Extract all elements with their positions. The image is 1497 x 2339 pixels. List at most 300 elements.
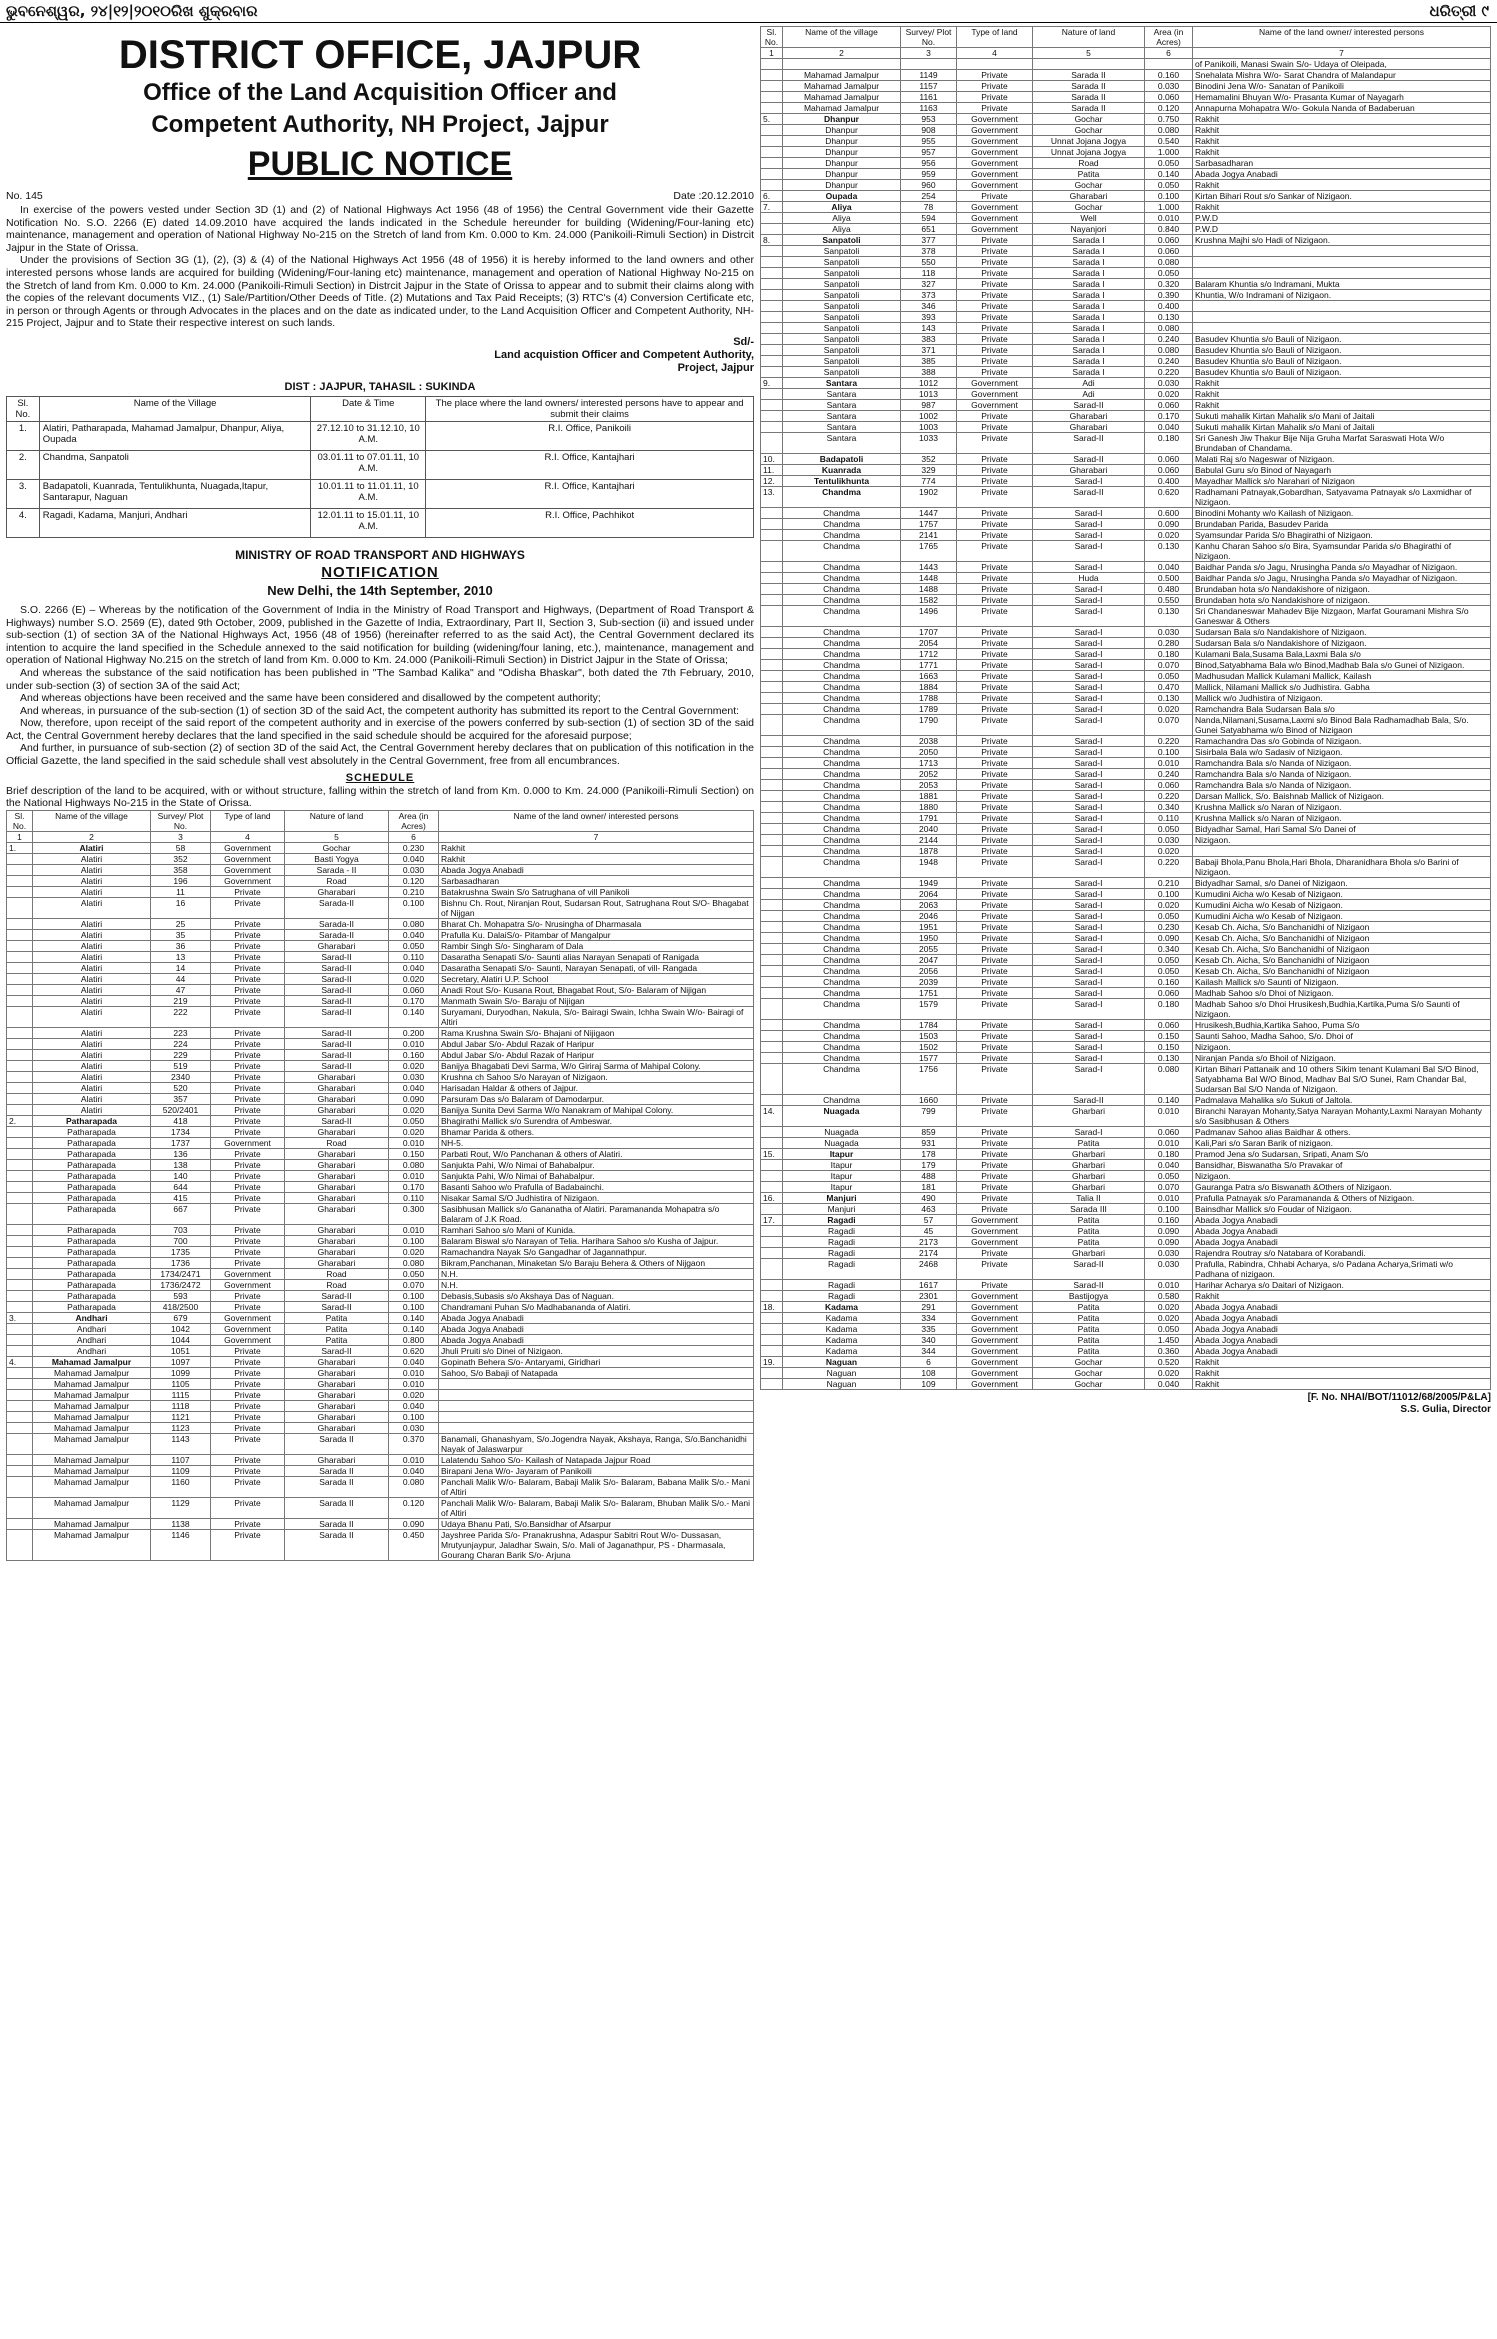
schedule-cell xyxy=(761,715,783,736)
schedule-cell xyxy=(1193,257,1491,268)
schedule-cell xyxy=(761,977,783,988)
schedule-row xyxy=(761,519,1491,530)
schedule-cell: Private xyxy=(211,1235,285,1246)
schedule-cell: 0.130 xyxy=(1145,312,1193,323)
schedule-row xyxy=(761,769,1491,780)
notice-signature xyxy=(6,336,754,375)
schedule-row xyxy=(761,715,1491,736)
schedule-cell xyxy=(7,1235,33,1246)
schedule-cell: Private xyxy=(211,1126,285,1137)
schedule-cell: Secretary, Alatiri U.P. School xyxy=(439,973,754,984)
schedule-cell: 0.040 xyxy=(389,853,439,864)
schedule-row xyxy=(761,802,1491,813)
schedule-row xyxy=(7,1312,754,1323)
schedule-cell: Aliya xyxy=(783,213,901,224)
notification-date: New Delhi, the 14th September, 2010 xyxy=(267,582,493,598)
schedule-cell: Private xyxy=(211,951,285,962)
schedule-cell: 0.120 xyxy=(1145,103,1193,114)
schedule-cell: Chandma xyxy=(783,704,901,715)
schedule-cell: Rakhit xyxy=(1193,1357,1491,1368)
schedule-cell: 1115 xyxy=(151,1389,211,1400)
schedule-cell: Patita xyxy=(1033,1346,1145,1357)
schedule-cell: Private xyxy=(957,519,1033,530)
schedule-row xyxy=(761,857,1491,878)
schedule-cell: Private xyxy=(957,813,1033,824)
schedule-cell: Balaram Khuntia s/o Indramani, Mukta xyxy=(1193,279,1491,290)
schedule-cell: Private xyxy=(957,671,1033,682)
schedule-cell: Chandma xyxy=(783,824,901,835)
schedule-cell: 0.580 xyxy=(1145,1291,1193,1302)
schedule-cell: Private xyxy=(957,235,1033,246)
schedule-cell: Government xyxy=(957,400,1033,411)
schedule-cell: Sanjukta Pahi, W/o Nimai of Bahabalpur. xyxy=(439,1170,754,1181)
schedule-cell xyxy=(761,955,783,966)
schedule-row xyxy=(761,988,1491,999)
schedule-cell: Private xyxy=(957,900,1033,911)
schedule-row xyxy=(761,378,1491,389)
schedule-cell: Private xyxy=(211,1027,285,1038)
schedule-cell: Private xyxy=(957,955,1033,966)
schedule-cell xyxy=(761,889,783,900)
schedule-cell: Sarad-II xyxy=(1033,433,1145,454)
hearing-cell: 4. xyxy=(7,508,40,537)
schedule-cell: 0.100 xyxy=(389,1290,439,1301)
schedule-cell: Baidhar Panda s/o Jagu, Nrusingha Panda s/o Mayadhar of Nizigaon. xyxy=(1193,573,1491,584)
schedule-cell: Pramod Jena s/o Sudarsan, Sripati, Anam S/o xyxy=(1193,1149,1491,1160)
schedule-cell: Harisadan Haldar & others of Jajpur. xyxy=(439,1082,754,1093)
schedule-cell: 0.550 xyxy=(1145,595,1193,606)
schedule-row xyxy=(761,400,1491,411)
schedule-cell: Sukuti mahalik Kirtan Mahalik s/o Mani of Jaitali xyxy=(1193,422,1491,433)
schedule-cell: Alatiri xyxy=(33,1060,151,1071)
schedule-cell xyxy=(761,367,783,378)
schedule-row xyxy=(761,92,1491,103)
schedule-row xyxy=(761,158,1491,169)
schedule-cell: Alatiri xyxy=(33,1038,151,1049)
schedule-cell: 0.140 xyxy=(389,1323,439,1334)
schedule-cell: Gharabari xyxy=(285,1367,389,1378)
schedule-cell: Government xyxy=(957,1324,1033,1335)
schedule-cell: Abada Jogya Anabadi xyxy=(439,1334,754,1345)
schedule-row xyxy=(761,824,1491,835)
hearing-row xyxy=(7,479,754,508)
schedule-cell xyxy=(761,257,783,268)
schedule-cell: Khuntia, W/o Indramani of Nizigaon. xyxy=(1193,290,1491,301)
hearing-cell: 27.12.10 to 31.12.10, 10 A.M. xyxy=(311,421,426,450)
schedule-cell: Brundaban hota s/o Nandakishore of nizigaon. xyxy=(1193,595,1491,606)
schedule-cell: Dhanpur xyxy=(783,158,901,169)
schedule-row xyxy=(7,1367,754,1378)
schedule-cell: 1660 xyxy=(901,1095,957,1106)
schedule-cell: Manjuri xyxy=(783,1204,901,1215)
schedule-row xyxy=(761,780,1491,791)
schedule-cell: Ramachandra Nayak S/o Gangadhar of Jagannathpur. xyxy=(439,1246,754,1257)
schedule-cell: 2039 xyxy=(901,977,957,988)
schedule-cell: Rakhit xyxy=(1193,1291,1491,1302)
schedule-col-number: 3 xyxy=(151,831,211,842)
schedule-cell xyxy=(761,180,783,191)
schedule-cell: Sarada II xyxy=(1033,103,1145,114)
schedule-cell: Abada Jogya Anabadi xyxy=(1193,1226,1491,1237)
schedule-cell: 0.080 xyxy=(1145,323,1193,334)
schedule-col-number: 5 xyxy=(1033,48,1145,59)
schedule-cell: Kadama xyxy=(783,1335,901,1346)
schedule-cell: Sarada II xyxy=(1033,70,1145,81)
schedule-cell xyxy=(1193,301,1491,312)
schedule-cell: Sarad-I xyxy=(1033,595,1145,606)
schedule-row xyxy=(7,1279,754,1290)
schedule-cell: 358 xyxy=(151,864,211,875)
schedule-cell: 0.400 xyxy=(1145,476,1193,487)
schedule-row xyxy=(761,268,1491,279)
schedule-cell: Sarad-I xyxy=(1033,824,1145,835)
schedule-cell: Chandma xyxy=(783,682,901,693)
schedule-cell: 13 xyxy=(151,951,211,962)
schedule-cell: 1707 xyxy=(901,627,957,638)
schedule-cell: Gharabari xyxy=(285,1203,389,1224)
schedule-cell: Rakhit xyxy=(1193,147,1491,158)
schedule-row xyxy=(761,606,1491,627)
schedule-cell: 0.020 xyxy=(389,1126,439,1137)
schedule-cell xyxy=(7,897,33,918)
schedule-cell: Suryamani, Duryodhan, Nakula, S/o- Bairagi Swain, Ichha Swain W/o- Bairagi of Altiri xyxy=(439,1006,754,1027)
schedule-cell: P.W.D xyxy=(1193,213,1491,224)
schedule-cell: Road xyxy=(1033,158,1145,169)
schedule-cell xyxy=(7,1027,33,1038)
schedule-cell: 0.100 xyxy=(389,897,439,918)
header-page: ଧରିତ୍ରୀ ୯ xyxy=(1429,2,1489,20)
schedule-cell: Abdul Jabar S/o- Abdul Razak of Haripur xyxy=(439,1049,754,1060)
schedule-cell: 329 xyxy=(901,465,957,476)
schedule-cell: 223 xyxy=(151,1027,211,1038)
schedule-row xyxy=(7,1433,754,1454)
schedule-cell: Gharabari xyxy=(285,1071,389,1082)
schedule-cell: Gharabari xyxy=(285,1235,389,1246)
schedule-cell xyxy=(761,1020,783,1031)
schedule-cell: 0.020 xyxy=(389,973,439,984)
schedule-cell: Private xyxy=(957,433,1033,454)
schedule-cell: 2173 xyxy=(901,1237,957,1248)
schedule-cell: 1.000 xyxy=(1145,202,1193,213)
schedule-cell: 0.080 xyxy=(1145,1064,1193,1095)
schedule-cell: 1734 xyxy=(151,1126,211,1137)
schedule-cell: Sukuti mahalik Kirtan Mahalik s/o Mani of Jaitali xyxy=(1193,411,1491,422)
schedule-cell: Manjuri xyxy=(783,1193,901,1204)
schedule-cell: 0.090 xyxy=(1145,1226,1193,1237)
schedule-cell: 14 xyxy=(151,962,211,973)
schedule-cell xyxy=(761,802,783,813)
schedule-cell: Sarada I xyxy=(1033,268,1145,279)
schedule-cell: Sarad-I xyxy=(1033,758,1145,769)
schedule-cell: 1881 xyxy=(901,791,957,802)
schedule-cell: Private xyxy=(211,1378,285,1389)
schedule-cell xyxy=(7,973,33,984)
schedule-cell: Niranjan Panda s/o Bhoil of Nizigaon. xyxy=(1193,1053,1491,1064)
schedule-cell: Private xyxy=(211,1060,285,1071)
schedule-cell: 703 xyxy=(151,1224,211,1235)
schedule-cell: Sarad-II xyxy=(285,1060,389,1071)
schedule-cell: Abada Jogya Anabadi xyxy=(1193,1302,1491,1313)
schedule-cell xyxy=(439,1378,754,1389)
schedule-cell: Baidhar Panda s/o Jagu, Nrusingha Panda s/o Mayadhar of Nizigaon. xyxy=(1193,562,1491,573)
schedule-cell: Kanhu Charan Sahoo s/o Bira, Syamsundar Parida s/o Bhagirathi of Nizigaon. xyxy=(1193,541,1491,562)
schedule-cell: 1013 xyxy=(901,389,957,400)
schedule-cell xyxy=(761,1171,783,1182)
schedule-cell xyxy=(761,400,783,411)
schedule-cell: Alatiri xyxy=(33,940,151,951)
schedule-cell xyxy=(761,136,783,147)
schedule-cell: Kesab Ch. Aicha, S/o Banchanidhi of Nizigaon xyxy=(1193,966,1491,977)
schedule-row xyxy=(761,1379,1491,1390)
schedule-cell: Rakhit xyxy=(1193,202,1491,213)
schedule-cell: Kadama xyxy=(783,1346,901,1357)
schedule-cell: 1003 xyxy=(901,422,957,433)
hearing-cell: 03.01.11 to 07.01.11, 10 A.M. xyxy=(311,450,426,479)
schedule-cell: Private xyxy=(957,857,1033,878)
schedule-cell: Brundaban hota s/o Nandakishore of nizigaon. xyxy=(1193,584,1491,595)
schedule-cell: Private xyxy=(957,323,1033,334)
schedule-cell: Rakhit xyxy=(1193,1379,1491,1390)
schedule-cell: Chandma xyxy=(783,944,901,955)
schedule-cell xyxy=(761,301,783,312)
schedule-cell: Gochar xyxy=(1033,180,1145,191)
schedule-cell: 0.060 xyxy=(1145,454,1193,465)
schedule-cell: Sarbasadharan xyxy=(439,875,754,886)
notification-para-5: Now, therefore, upon receipt of the said report of the competent authority and in exercise of the powers conferred by sub-section (1) of section 3D of the said Act, the Central Government hereby declares that the land specified in the said schedule should be acquired for the aforesaid purpose; xyxy=(6,717,754,742)
schedule-cell: Private xyxy=(957,780,1033,791)
schedule-cell xyxy=(761,1226,783,1237)
schedule-cell xyxy=(761,584,783,595)
schedule-cell: 1149 xyxy=(901,70,957,81)
schedule-cell: Abada Jogya Anabadi xyxy=(1193,1215,1491,1226)
schedule-cell: 0.050 xyxy=(1145,671,1193,682)
schedule-cell: 0.600 xyxy=(1145,508,1193,519)
schedule-cell xyxy=(439,1400,754,1411)
schedule-row xyxy=(761,487,1491,508)
schedule-row xyxy=(7,886,754,897)
schedule-cell: Sanpatoli xyxy=(783,334,901,345)
schedule-cell: 7. xyxy=(761,202,783,213)
schedule-cell: 0.160 xyxy=(389,1049,439,1060)
schedule-cell xyxy=(7,951,33,962)
schedule-cell xyxy=(761,389,783,400)
schedule-cell: 136 xyxy=(151,1148,211,1159)
schedule-cell: 488 xyxy=(901,1171,957,1182)
schedule-col-header: Name of the village xyxy=(33,810,151,831)
schedule-cell: 931 xyxy=(901,1138,957,1149)
schedule-cell: Sarad-I xyxy=(1033,671,1145,682)
schedule-cell xyxy=(761,268,783,279)
schedule-cell: 1502 xyxy=(901,1042,957,1053)
schedule-cell: Kumudini Aicha w/o Kesab of Nizigaon. xyxy=(1193,911,1491,922)
schedule-row xyxy=(761,169,1491,180)
schedule-cell: 0.100 xyxy=(389,1301,439,1312)
schedule-cell: Private xyxy=(211,1476,285,1497)
schedule-cell: 0.010 xyxy=(1145,1280,1193,1291)
schedule-cell: Private xyxy=(957,103,1033,114)
schedule-cell: 987 xyxy=(901,400,957,411)
schedule-cell: 520 xyxy=(151,1082,211,1093)
public-notice-heading: PUBLIC NOTICE xyxy=(247,145,513,183)
schedule-cell: Sarada II xyxy=(285,1433,389,1454)
schedule-col-number: 1 xyxy=(7,831,33,842)
schedule-cell: Chandma xyxy=(783,693,901,704)
schedule-cell xyxy=(7,1476,33,1497)
schedule-cell: Gharabari xyxy=(285,1148,389,1159)
schedule-cell: Rakhit xyxy=(1193,400,1491,411)
hearing-cell: R.I. Office, Panikoili xyxy=(426,421,754,450)
schedule-cell: 519 xyxy=(151,1060,211,1071)
schedule-cell: 0.180 xyxy=(1145,999,1193,1020)
schedule-cell xyxy=(761,519,783,530)
schedule-number-row xyxy=(7,831,754,842)
schedule-cell: Private xyxy=(957,1053,1033,1064)
schedule-cell: Government xyxy=(957,114,1033,125)
schedule-cell: 0.150 xyxy=(1145,1031,1193,1042)
schedule-cell: 0.750 xyxy=(1145,114,1193,125)
schedule-cell: Sarada I xyxy=(1033,356,1145,367)
schedule-row xyxy=(761,1138,1491,1149)
schedule-cell: Sarad-I xyxy=(1033,955,1145,966)
schedule-cell xyxy=(761,103,783,114)
schedule-row xyxy=(7,1071,754,1082)
schedule-cell: Abada Jogya Anabadi xyxy=(439,1323,754,1334)
schedule-cell: 2047 xyxy=(901,955,957,966)
schedule-cell: Private xyxy=(211,984,285,995)
schedule-cell: Sanpatoli xyxy=(783,301,901,312)
schedule-cell xyxy=(761,649,783,660)
schedule-cell: 352 xyxy=(901,454,957,465)
schedule-cell: 0.220 xyxy=(1145,367,1193,378)
schedule-cell: Private xyxy=(957,1031,1033,1042)
schedule-cell: Government xyxy=(211,1312,285,1323)
schedule-cell: Panchali Malik W/o- Balaram, Babaji Malik S/o- Balaram, Bhuban Malik S/o.- Mani of Altiri xyxy=(439,1497,754,1518)
schedule-cell: 0.100 xyxy=(389,1411,439,1422)
schedule-cell: Sahoo, S/o Babaji of Natapada xyxy=(439,1367,754,1378)
schedule-cell: 1735 xyxy=(151,1246,211,1257)
schedule-cell: Ramchandra Bala s/o Nanda of Nizigaon. xyxy=(1193,769,1491,780)
schedule-cell xyxy=(7,1301,33,1312)
schedule-cell: 1033 xyxy=(901,433,957,454)
schedule-cell: Private xyxy=(957,1248,1033,1259)
schedule-cell: Sarad-I xyxy=(1033,857,1145,878)
schedule-cell: Chandma xyxy=(783,878,901,889)
schedule-cell: Private xyxy=(211,995,285,1006)
schedule-cell xyxy=(783,59,901,70)
schedule-cell: 0.060 xyxy=(1145,92,1193,103)
schedule-cell: Sarada II xyxy=(285,1476,389,1497)
schedule-header-row xyxy=(761,27,1491,48)
schedule-cell: 956 xyxy=(901,158,957,169)
schedule-cell: 0.030 xyxy=(1145,378,1193,389)
schedule-cell: Sarad-I xyxy=(1033,933,1145,944)
schedule-cell: Government xyxy=(211,1334,285,1345)
schedule-cell xyxy=(761,422,783,433)
schedule-cell: Banijya Sunita Devi Sarma W/o Nanakram of Mahipal Colony. xyxy=(439,1104,754,1115)
schedule-cell: 0.540 xyxy=(1145,136,1193,147)
schedule-cell: 0.390 xyxy=(1145,290,1193,301)
schedule-cell: Mahamad Jamalpur xyxy=(33,1476,151,1497)
schedule-cell: Patharapada xyxy=(33,1137,151,1148)
schedule-cell xyxy=(7,1246,33,1257)
schedule-cell: Binodini Jena W/o- Sanatan of Panikoili xyxy=(1193,81,1491,92)
schedule-col-header: Sl. No. xyxy=(7,810,33,831)
schedule-cell: 418 xyxy=(151,1115,211,1126)
schedule-cell xyxy=(7,853,33,864)
schedule-cell: Private xyxy=(957,1064,1033,1095)
schedule-col-header: Nature of land xyxy=(285,810,389,831)
schedule-cell: Bikram,Panchanan, Minaketan S/o Baraju Behera & Others of Nijgaon xyxy=(439,1257,754,1268)
schedule-cell: Gharabari xyxy=(285,1378,389,1389)
schedule-cell xyxy=(7,1224,33,1235)
schedule-cell: Chandma xyxy=(783,627,901,638)
schedule-cell: Private xyxy=(211,1104,285,1115)
schedule-cell: Bharat Ch. Mohapatra S/o- Nrusingha of Dharmasala xyxy=(439,918,754,929)
schedule-cell: Chandma xyxy=(783,1095,901,1106)
schedule-cell: Patita xyxy=(1033,1215,1145,1226)
schedule-cell: 1448 xyxy=(901,573,957,584)
schedule-cell xyxy=(761,541,783,562)
schedule-cell xyxy=(7,1518,33,1529)
schedule-cell xyxy=(761,411,783,422)
schedule-cell: Private xyxy=(211,1038,285,1049)
schedule-cell: Private xyxy=(957,268,1033,279)
schedule-description: Brief description of the land to be acquired, with or without structure, falling within the stretch of land from Km. 0.000 to Km. 24.000 (Panikoili-Rimuli Section) on the National Highways No-215 in the State of Orissa. xyxy=(6,784,754,810)
schedule-cell xyxy=(761,988,783,999)
schedule-cell: Sarad-I xyxy=(1033,627,1145,638)
schedule-cell: Patita xyxy=(1033,1324,1145,1335)
schedule-cell: Patharapada xyxy=(33,1246,151,1257)
schedule-cell xyxy=(761,944,783,955)
schedule-row xyxy=(761,508,1491,519)
schedule-cell: Ramchandra Bala s/o Nanda of Nizigaon. xyxy=(1193,758,1491,769)
schedule-row xyxy=(761,235,1491,246)
schedule-cell xyxy=(7,1170,33,1181)
schedule-cell: 1765 xyxy=(901,541,957,562)
schedule-cell: 1784 xyxy=(901,1020,957,1031)
schedule-cell xyxy=(761,1368,783,1379)
schedule-cell: Private xyxy=(211,1093,285,1104)
schedule-row xyxy=(7,1465,754,1476)
schedule-cell: Private xyxy=(957,290,1033,301)
schedule-cell xyxy=(761,508,783,519)
schedule-row xyxy=(761,433,1491,454)
schedule-cell: Gharabari xyxy=(285,1082,389,1093)
schedule-row xyxy=(7,984,754,995)
schedule-cell: Government xyxy=(957,125,1033,136)
schedule-cell: 2040 xyxy=(901,824,957,835)
schedule-cell: 0.030 xyxy=(1145,835,1193,846)
schedule-row xyxy=(7,1126,754,1137)
schedule-cell: Government xyxy=(957,169,1033,180)
schedule-cell: Dhanpur xyxy=(783,114,901,125)
schedule-cell: 0.030 xyxy=(389,1071,439,1082)
schedule-cell: Alatiri xyxy=(33,929,151,940)
schedule-row xyxy=(7,1497,754,1518)
schedule-cell: Government xyxy=(957,1226,1033,1237)
schedule-cell: 1097 xyxy=(151,1356,211,1367)
schedule-cell xyxy=(7,1192,33,1203)
schedule-cell: 0.220 xyxy=(1145,736,1193,747)
schedule-cell: Private xyxy=(957,573,1033,584)
schedule-cell: Private xyxy=(957,1106,1033,1127)
schedule-cell: 0.060 xyxy=(1145,235,1193,246)
schedule-cell: 10. xyxy=(761,454,783,465)
schedule-cell: Patita xyxy=(1033,1302,1145,1313)
schedule-cell: 0.020 xyxy=(389,1060,439,1071)
schedule-cell: 1163 xyxy=(901,103,957,114)
schedule-cell: Sarad-I xyxy=(1033,1053,1145,1064)
